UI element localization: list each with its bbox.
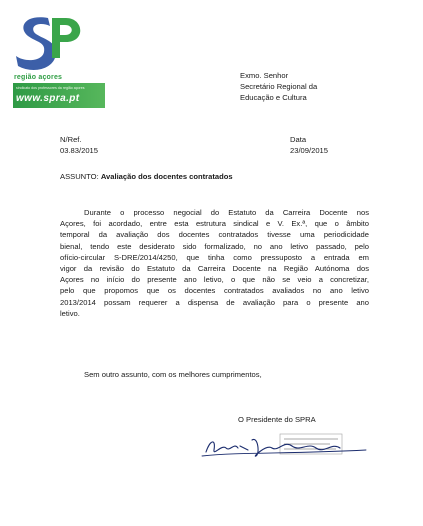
body-line: pelo que propomos que os docentes contratados avaliados no ano letivo [60, 286, 369, 296]
spra-banner [13, 83, 105, 108]
handwritten-signature [200, 430, 370, 464]
signatory-title: O Presidente do SPRA [238, 415, 316, 424]
spra-logo [14, 12, 84, 74]
body-line: Açores, foi acordado, entre esta estrutura sindical e V. Ex.ª, que o âmbito [60, 219, 369, 229]
letter-body [60, 207, 369, 319]
banner-tagline: sindicato dos professores da região açores [16, 86, 85, 90]
addressee-line: Educação e Cultura [240, 93, 307, 102]
closing-line: Sem outro assunto, com os melhores cumprimentos, [84, 370, 262, 379]
body-line: 2013/2014 possam requerer a dispensa de avaliação para o presente ano [60, 297, 369, 307]
spra-logo-icon [14, 12, 84, 74]
date-label: Data [290, 135, 307, 144]
body-line: Açores no início do presente ano letivo, o que não se veio a concretizar, [60, 275, 369, 285]
logo-region-text: região açores [14, 74, 63, 81]
subject-label: ASSUNTO: [60, 172, 99, 181]
addressee-line: Exmo. Senhor [240, 71, 289, 80]
reference-label: N/Ref. [60, 135, 82, 144]
date-block [290, 134, 328, 156]
body-line: ofício-circular S-DRE/2014/4250, que tinha como pressuposto a entrada em [60, 252, 369, 262]
body-line: temporal da avaliação dos docentes contratados tivesse uma periodicidade [60, 230, 369, 240]
body-line: Durante o processo negocial do Estatuto da Carreira Docente nos [84, 208, 369, 217]
body-line: vigor da revisão do Estatuto da Carreira Docente na Região Autónoma dos [60, 264, 369, 274]
subject-line [60, 171, 233, 182]
body-line: bienal, tendo este desiderato sido formalizado, no ano letivo passado, pelo [60, 241, 369, 251]
reference-value: 03.83/2015 [60, 146, 99, 155]
addressee-block [240, 70, 317, 103]
body-line: letivo. [60, 308, 80, 318]
subject-text: Avaliação dos docentes contratados [100, 172, 233, 181]
date-value: 23/09/2015 [290, 146, 329, 155]
reference-block [60, 134, 98, 156]
banner-url: www.spra.pt [16, 93, 80, 104]
addressee-line: Secretário Regional da [240, 82, 318, 91]
signature-stamp-icon [200, 430, 370, 464]
